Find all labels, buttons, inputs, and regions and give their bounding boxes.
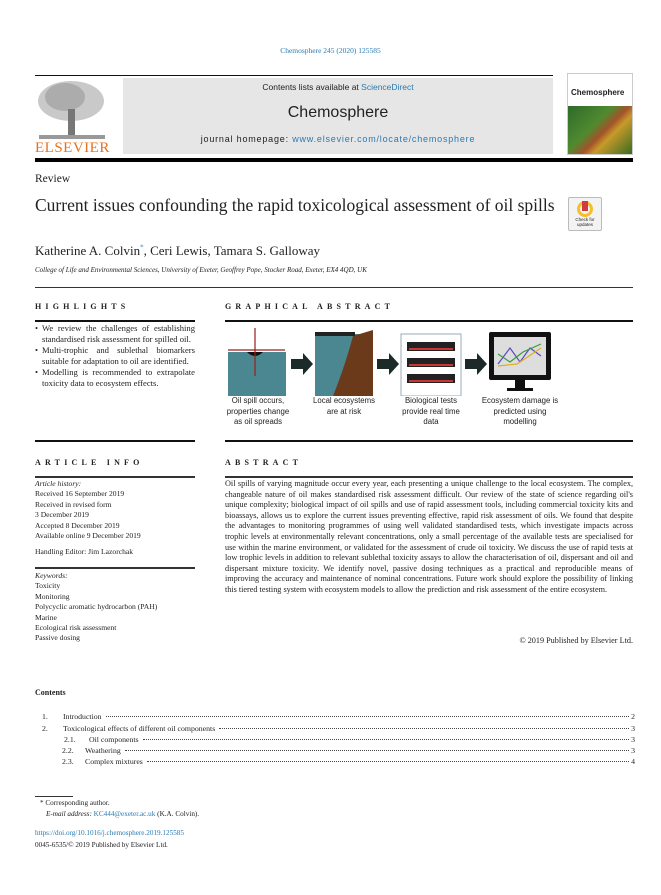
- toc-title[interactable]: Weathering: [85, 746, 121, 755]
- arrow-icon: [465, 353, 487, 375]
- toc-page: 3: [631, 724, 635, 733]
- biological-tests-panel-icon: [401, 334, 461, 396]
- article-info-heading: ARTICLE INFO: [35, 458, 144, 467]
- crossmark-icon: [577, 201, 593, 217]
- toc-title[interactable]: Oil components: [89, 735, 139, 744]
- ecosystem-panel-icon: [315, 330, 373, 396]
- computer-model-panel-icon: [489, 332, 551, 391]
- toc-title[interactable]: Introduction: [63, 712, 102, 721]
- author-link[interactable]: Ceri Lewis: [150, 243, 208, 258]
- corresponding-author-note: Corresponding author.: [45, 799, 110, 807]
- graphical-abstract-heading: GRAPHICAL ABSTRACT: [225, 302, 395, 311]
- highlights-rule: [35, 320, 195, 322]
- journal-header: [123, 78, 553, 154]
- footnote-mark: *: [40, 799, 44, 807]
- footnote: [40, 798, 199, 820]
- article-info-rule: [35, 476, 195, 478]
- graphical-abstract-figure[interactable]: [225, 326, 633, 436]
- journal-name: Chemosphere: [287, 104, 389, 121]
- abstract-copyright: © 2019 Published by Elsevier Ltd.: [519, 636, 633, 645]
- toc-entry[interactable]: [35, 735, 635, 746]
- header-thick-rule: [35, 158, 633, 162]
- email-owner: (K.A. Colvin).: [157, 810, 200, 818]
- affiliation-rule: [35, 287, 633, 288]
- abstract-rule: [225, 476, 633, 478]
- keywords-label: Keywords:: [35, 571, 68, 580]
- highlight-item: • Multi-trophic and sublethal biomarkers suitable for adaptation to oil are identified.: [35, 345, 195, 367]
- keyword: Ecological risk assessment: [35, 623, 117, 633]
- author-link[interactable]: Katherine A. Colvin: [35, 243, 141, 258]
- keyword: Passive dosing: [35, 633, 80, 643]
- panel-caption: Oil spill occurs, properties change as oil spreads: [226, 396, 290, 426]
- toc-page: 4: [631, 757, 635, 766]
- history-line: Accepted 8 December 2019: [35, 520, 120, 530]
- oil-spill-panel-icon: [228, 328, 286, 396]
- abstract-heading: ABSTRACT: [225, 458, 303, 467]
- panel-caption: Ecosystem damage is predicted using modelling: [481, 396, 559, 426]
- issn-copyright: 0045-6535/© 2019 Published by Elsevier Ltd.: [35, 841, 168, 849]
- toc-title[interactable]: Complex mixtures: [85, 757, 143, 766]
- toc-entry[interactable]: [35, 757, 635, 768]
- cover-image: [568, 106, 632, 154]
- history-label: Article history:: [35, 479, 82, 488]
- toc-leader: [147, 761, 629, 762]
- abstract-text: Oil spills of varying magnitude occur every year, each presenting a unique challenge to the local ecosystem. The complex, changeable nature of oil makes standardised risk assessment difficult. Our review of the state of science regarding oil's unique complexity; biological impact of oil spills and use of rapid assessment tools, including commercial toxicity kits and bioassays, allows us to explore the current issues preventing effective, rapid risk assessment of oils. We found that despite the advantages to monitoring programmes of using well validated standardised tests, which investigate impacts across trophic levels at environmentally relevant concentrations, only a small percentage of the available tests are specialised for use within the marine environment, or validated for the assessment of crude oil toxicity. We discuss the use of rapid tests at low trophic levels in addition to relevant sublethal toxicity assays to allow the characterisation of oil, dispersant and oil and dispersant mixture toxicity. We identify novel, passive dosing techniques as a practical and reproducible means of improving the accuracy and maintenance of nominal concentrations. Future work should explore the possibility of linking this tiered testing system with ecosystem models to allow the prediction and risk assessment of the entire ecosystem.: [225, 479, 633, 594]
- check-for-updates-button[interactable]: [568, 197, 602, 231]
- history-line: 3 December 2019: [35, 510, 89, 520]
- panel-caption: Biological tests provide real time data: [402, 396, 460, 426]
- elsevier-logo[interactable]: [35, 79, 109, 157]
- keywords-rule: [35, 567, 195, 569]
- history-line: Available online 9 December 2019: [35, 531, 141, 541]
- highlights-bottom-rule: [35, 440, 195, 442]
- graphical-abstract-bottom-rule: [225, 440, 633, 442]
- toc-number: 2.3.: [62, 757, 74, 766]
- author-link[interactable]: Tamara S. Galloway: [213, 243, 321, 258]
- toc-leader: [219, 728, 629, 729]
- highlights-heading: HIGHLIGHTS: [35, 302, 130, 311]
- arrow-icon: [377, 353, 399, 375]
- journal-cover[interactable]: [567, 73, 633, 155]
- journal-homepage: journal homepage: www.elsevier.com/locate/chemosphere: [200, 134, 476, 144]
- keywords: [35, 571, 200, 644]
- arrow-icon: [291, 353, 313, 375]
- toc-number: 2.2.: [62, 746, 74, 755]
- toc-page: 2: [631, 712, 635, 721]
- article-type: Review: [35, 173, 71, 185]
- affiliation: College of Life and Environmental Sciences, University of Exeter, Geoffrey Pope, Stocker Road, Exeter, EX4 4QD, UK: [35, 266, 367, 274]
- toc-number: 2.: [42, 724, 48, 733]
- toc-entry[interactable]: [35, 724, 635, 735]
- email-label: E-mail address:: [46, 810, 92, 818]
- highlight-item: • We review the challenges of establishing standardised risk assessment for spilled oil.: [35, 323, 195, 345]
- toc-entry[interactable]: [35, 746, 635, 757]
- toc-page: 3: [631, 735, 635, 744]
- email-link[interactable]: KC444@exeter.ac.uk: [93, 810, 156, 818]
- toc-leader: [106, 716, 630, 717]
- footnote-rule: [35, 796, 73, 797]
- keyword: Polycyclic aromatic hydrocarbon (PAH): [35, 602, 158, 612]
- toc-entry[interactable]: [35, 712, 635, 723]
- highlights-list: [35, 323, 195, 389]
- contents-availability: Contents lists available at ScienceDirect: [262, 82, 414, 92]
- corresponding-mark[interactable]: *: [140, 243, 144, 252]
- toc-leader: [125, 750, 629, 751]
- keyword: Marine: [35, 612, 57, 622]
- history-line: Received 16 September 2019: [35, 489, 125, 499]
- crossmark-label: Check for updates: [575, 217, 595, 227]
- tree-icon: [35, 79, 109, 141]
- homepage-link[interactable]: www.elsevier.com/locate/chemosphere: [292, 134, 476, 144]
- article-title: Current issues confounding the rapid toxicological assessment of oil spills: [35, 195, 555, 215]
- panel-caption: Local ecosystems are at risk: [313, 396, 375, 416]
- sciencedirect-link[interactable]: ScienceDirect: [361, 82, 414, 92]
- author-list: Katherine A. Colvin*, Ceri Lewis, Tamara S. Galloway: [35, 243, 321, 258]
- graphical-abstract-rule: [225, 320, 633, 322]
- highlight-item: • Modelling is recommended to extrapolate toxicity data to ecosystem effects.: [35, 367, 195, 389]
- doi-link[interactable]: https://doi.org/10.1016/j.chemosphere.2019.125585: [35, 829, 184, 837]
- journal-citation-link[interactable]: Chemosphere 245 (2020) 125585: [280, 46, 381, 55]
- keyword: Monitoring: [35, 591, 70, 601]
- keyword: Toxicity: [35, 581, 61, 591]
- toc-leader: [143, 739, 630, 740]
- contents-heading: Contents: [35, 688, 66, 697]
- toc-title[interactable]: Toxicological effects of different oil components: [63, 724, 216, 733]
- elsevier-wordmark: ELSEVIER: [35, 140, 110, 156]
- toc-number: 2.1.: [64, 735, 76, 744]
- article-history: [35, 479, 200, 558]
- cover-title: Chemosphere: [571, 88, 625, 97]
- toc-page: 3: [631, 746, 635, 755]
- toc-number: 1.: [42, 712, 48, 721]
- header-rule: [35, 75, 553, 76]
- history-line: Received in revised form: [35, 499, 112, 509]
- graphical-abstract-panels: [225, 326, 633, 396]
- handling-editor: Handling Editor: Jim Lazorchak: [35, 547, 134, 557]
